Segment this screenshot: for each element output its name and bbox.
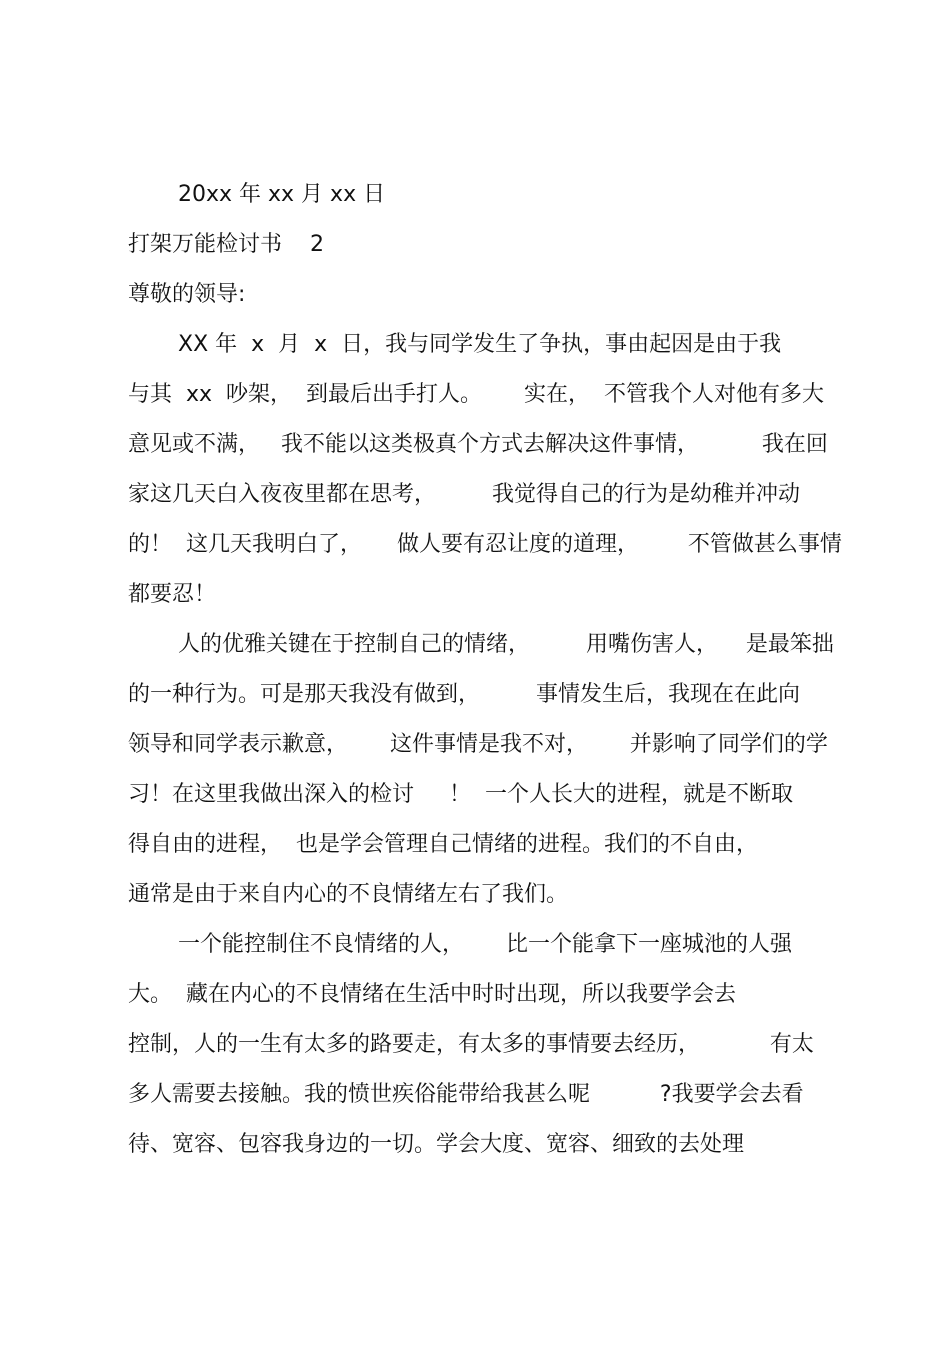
body-line: 意见或不满， 我不能以这类极真个方式去解决这件事情， 我在回	[128, 432, 828, 457]
body-line: 一个能控制住不良情绪的人， 比一个能拿下一座城池的人强	[178, 932, 792, 957]
body-line: 家这几天白入夜夜里都在思考， 我觉得自己的行为是幼稚并冲动	[128, 482, 800, 507]
body-line: 得自由的进程， 也是学会管理自己情绪的进程。我们的不自由，	[128, 832, 758, 857]
salutation: 尊敬的领导:	[128, 282, 246, 307]
body-line: 待、宽容、包容我身边的一切。学会大度、宽容、细致的去处理	[128, 1132, 745, 1157]
body-line: 的！ 这几天我明白了， 做人要有忍让度的道理， 不管做甚么事情	[128, 532, 842, 557]
body-line: 领导和同学表示歉意， 这件事情是我不对， 并影响了同学们的学	[128, 732, 828, 757]
body-line: 通常是由于来自内心的不良情绪左右了我们。	[128, 882, 569, 907]
date-line: 20xx 年 xx 月 xx 日	[178, 182, 386, 207]
body-line: 多人需要去接触。我的愤世疾俗能带给我甚么呢 ?我要学会去看	[128, 1082, 804, 1107]
body-line: 大。 藏在内心的不良情绪在生活中时时出现，所以我要学会去	[128, 982, 736, 1007]
body-line: 习！在这里我做出深入的检讨 ！ 一个人长大的进程，就是不断取	[128, 782, 793, 807]
body-line: 控制，人的一生有太多的路要走，有太多的事情要去经历， 有太	[128, 1032, 814, 1057]
body-line: 都要忍！	[128, 582, 217, 607]
document-title: 打架万能检讨书 2	[128, 232, 324, 257]
body-line: 与其 xx 吵架， 到最后出手打人。 实在， 不管我个人对他有多大	[128, 382, 824, 407]
body-line: 人的优雅关键在于控制自己的情绪， 用嘴伤害人， 是最笨拙	[178, 632, 834, 657]
body-line: XX 年 x 月 x 日，我与同学发生了争执，事由起因是由于我	[178, 332, 782, 357]
body-line: 的一种行为。可是那天我没有做到， 事情发生后，我现在在此向	[128, 682, 800, 707]
